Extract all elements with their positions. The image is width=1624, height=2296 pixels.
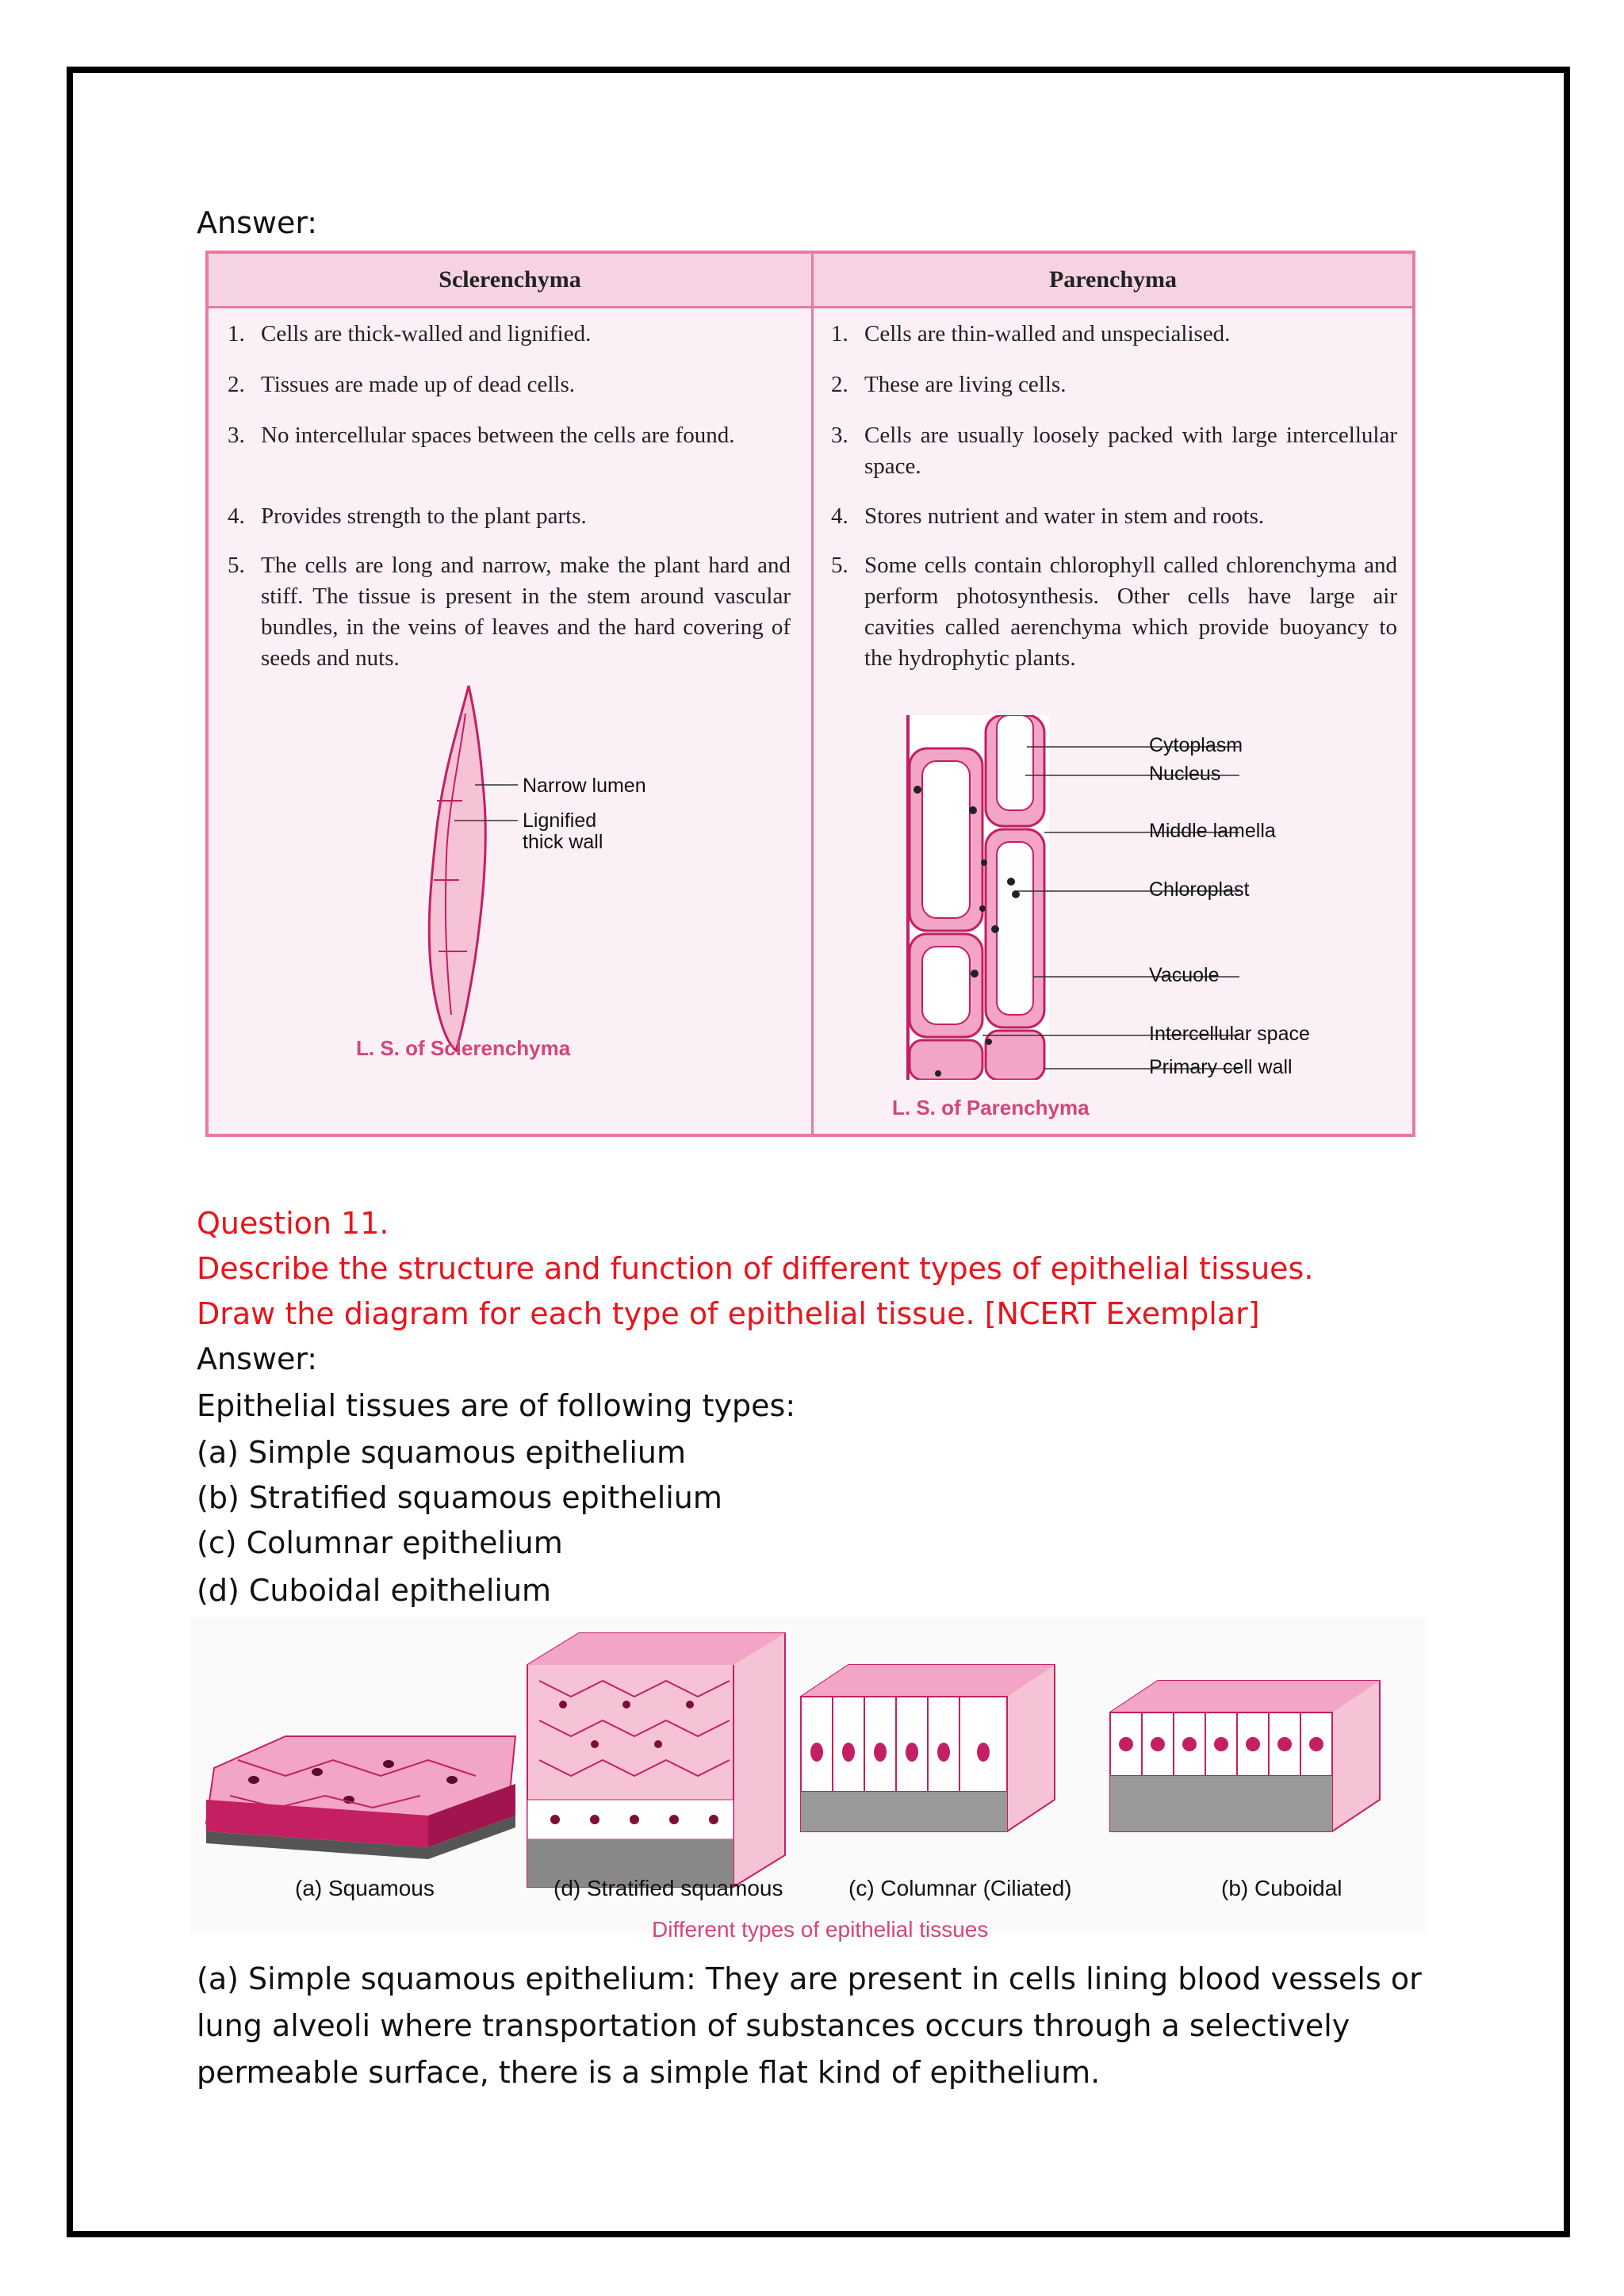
label-intercellular-space: Intercellular space — [1149, 1023, 1310, 1045]
label-columnar: (c) Columnar (Ciliated) — [848, 1876, 1072, 1900]
intro-text: Epithelial tissues are of following types: — [197, 1388, 796, 1423]
label-cuboidal: (b) Cuboidal — [1221, 1876, 1342, 1900]
label-primary-cell-wall: Primary cell wall — [1149, 1056, 1293, 1078]
comparison-table — [205, 251, 1415, 1137]
type-d: (d) Cuboidal epithelium — [197, 1573, 552, 1608]
type-a: (a) Simple squamous epithelium — [197, 1435, 686, 1470]
item-text: Cells are thick-walled and lignified. — [261, 321, 592, 346]
label-thick-wall: thick wall — [523, 831, 603, 853]
type-b: (b) Stratified squamous epithelium — [197, 1480, 722, 1515]
paragraph-line-2: lung alveoli where transportation of substances occurs through a selectively — [197, 2008, 1350, 2043]
item-text: No intercellular spaces between the cells are found. — [261, 423, 735, 448]
answer-label-2: Answer: — [197, 1341, 318, 1376]
type-c: (c) Columnar epithelium — [197, 1525, 563, 1560]
item-number: 1. — [228, 321, 245, 346]
label-nucleus: Nucleus — [1149, 763, 1221, 785]
item-number: 5. — [831, 553, 848, 578]
label-lignified: Lignified — [523, 809, 597, 832]
figure-caption: Different types of epithelial tissues — [652, 1917, 989, 1942]
item-text: Tissues are made up of dead cells. — [261, 372, 575, 397]
squamous-tissue — [206, 1736, 515, 1859]
label-squamous: (a) Squamous — [295, 1876, 435, 1900]
cuboidal-tissue — [1110, 1681, 1380, 1831]
header-sclerenchyma: Sclerenchyma — [209, 254, 811, 308]
item-text: These are living cells. — [864, 372, 1067, 397]
item-text: The cells are long and narrow, make the plant hard and stiff. The tissue is present in the stem around vascular bundles, in the veins of leaves and the hard covering of seeds and nuts. — [261, 553, 791, 671]
item-number: 1. — [831, 321, 848, 346]
item-text: Cells are usually loosely packed with large intercellular space. — [864, 423, 1397, 479]
item-number: 4. — [831, 503, 848, 529]
label-stratified-squamous: (d) Stratified squamous — [553, 1876, 783, 1900]
item-text: Provides strength to the plant parts. — [261, 503, 587, 529]
label-cytoplasm: Cytoplasm — [1149, 734, 1243, 756]
item-number: 4. — [228, 503, 245, 529]
item-number: 2. — [228, 372, 245, 397]
item-text: Stores nutrient and water in stem and roots. — [864, 503, 1265, 529]
stratified-squamous-tissue — [527, 1633, 785, 1887]
columnar-tissue — [801, 1665, 1055, 1831]
item-number: 3. — [228, 423, 245, 448]
question-number: Question 11. — [197, 1206, 389, 1241]
column-divider — [811, 254, 814, 1134]
answer-label: Answer: — [197, 205, 318, 240]
label-narrow-lumen: Narrow lumen — [523, 775, 646, 797]
question-line-1: Describe the structure and function of different types of epithelial tissues. — [197, 1251, 1314, 1286]
item-number: 5. — [228, 553, 245, 578]
sclerenchyma-diagram — [407, 682, 518, 1054]
paragraph-line-1: (a) Simple squamous epithelium: They are present in cells lining blood vessels or — [197, 1961, 1422, 1996]
item-text: Cells are thin-walled and unspecialised. — [864, 321, 1231, 346]
question-line-2: Draw the diagram for each type of epithelial tissue. [NCERT Exemplar] — [197, 1296, 1260, 1331]
item-number: 3. — [831, 423, 848, 448]
item-number: 2. — [831, 372, 848, 397]
label-chloroplast: Chloroplast — [1149, 878, 1250, 901]
label-vacuole: Vacuole — [1149, 964, 1220, 986]
item-text: Some cells contain chlorophyll called chlorenchyma and perform photosynthesis. Other cells have large air cavities called aerenchyma which provide buoyancy to the hydrophytic plants. — [864, 553, 1397, 671]
paragraph-line-3: permeable surface, there is a simple flat kind of epithelium. — [197, 2055, 1101, 2090]
label-middle-lamella: Middle lamella — [1149, 820, 1276, 842]
parenchyma-caption: L. S. of Parenchyma — [892, 1096, 1090, 1119]
header-parenchyma: Parenchyma — [814, 254, 1412, 308]
sclerenchyma-caption: L. S. of Sclerenchyma — [356, 1036, 571, 1060]
